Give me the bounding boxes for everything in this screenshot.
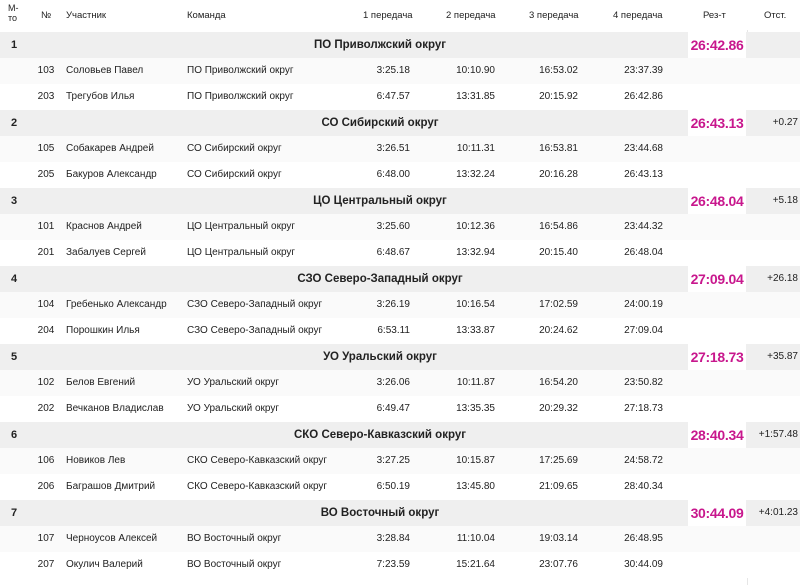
team-place: 3 — [11, 195, 18, 207]
header-team: Команда — [187, 10, 226, 21]
leg3-time: 21:09.65 — [539, 481, 578, 492]
team-name: СЗО Северо-Западный округ — [297, 273, 463, 285]
team-row — [0, 344, 800, 370]
leg2-time: 13:32.24 — [456, 169, 495, 180]
leg4-time: 23:37.39 — [624, 65, 663, 76]
team-place: 6 — [11, 429, 18, 441]
athlete-team: СО Сибирский округ — [187, 169, 282, 180]
athlete-team: ЦО Центральный округ — [187, 221, 296, 232]
leg2-time: 13:31.85 — [456, 91, 495, 102]
leg4-time: 23:44.68 — [624, 143, 663, 154]
leg3-time: 23:07.76 — [539, 559, 578, 570]
team-row — [0, 266, 800, 292]
leg2-time: 10:16.54 — [456, 299, 495, 310]
athlete-team: СЗО Северо-Западный округ — [187, 325, 323, 336]
leg2-time: 15:21.64 — [456, 559, 495, 570]
team-row — [0, 422, 800, 448]
athlete-team: ВО Восточный округ — [187, 533, 282, 544]
athlete-name: Вечканов Владислав — [66, 403, 164, 414]
header-result: Рез-т — [703, 10, 726, 21]
athlete-number: 202 — [37, 403, 55, 414]
team-row — [0, 188, 800, 214]
team-name: ВО Восточный округ — [320, 507, 440, 519]
leg3-time: 16:54.86 — [539, 221, 578, 232]
leg1-time: 6:47.57 — [376, 91, 410, 102]
athlete-name: Бакуров Александр — [66, 169, 157, 180]
athlete-name: Забалуев Сергей — [66, 247, 146, 258]
athlete-name: Порошкин Илья — [66, 325, 140, 336]
athlete-row — [0, 396, 800, 422]
athlete-name: Соловьев Павел — [66, 65, 144, 76]
team-place: 2 — [11, 117, 18, 129]
leg2-time: 13:45.80 — [456, 481, 495, 492]
athlete-row — [0, 240, 800, 266]
team-gap: +0.27 — [772, 117, 798, 128]
athlete-number: 102 — [37, 377, 55, 388]
leg2-time: 13:33.87 — [456, 325, 495, 336]
leg4-time: 24:58.72 — [624, 455, 663, 466]
leg1-time: 6:48.67 — [376, 247, 410, 258]
athlete-number: 101 — [37, 221, 55, 232]
athlete-number: 106 — [37, 455, 55, 466]
team-place: 5 — [11, 351, 18, 363]
team-name: СО Сибирский округ — [321, 117, 439, 129]
leg4-time: 26:42.86 — [624, 91, 663, 102]
team-result: 26:43.13 — [690, 115, 744, 131]
athlete-number: 204 — [37, 325, 55, 336]
team-row — [0, 110, 800, 136]
athlete-number: 103 — [37, 65, 55, 76]
athlete-name: Черноусов Алексей — [66, 533, 158, 544]
athlete-row — [0, 526, 800, 552]
leg4-time: 27:18.73 — [624, 403, 663, 414]
athlete-number: 206 — [37, 481, 55, 492]
leg4-time: 23:44.32 — [624, 221, 663, 232]
athlete-team: ПО Приволжский округ — [187, 91, 294, 102]
athlete-name: Гребенько Александр — [66, 299, 167, 310]
team-name: ЦО Центральный округ — [313, 195, 447, 207]
athlete-team: СКО Северо-Кавказский округ — [187, 481, 328, 492]
leg1-time: 3:26.06 — [376, 377, 410, 388]
athlete-number: 205 — [37, 169, 55, 180]
leg2-time: 10:15.87 — [456, 455, 495, 466]
leg1-time: 6:50.19 — [376, 481, 410, 492]
team-result: 26:42.86 — [690, 37, 744, 53]
leg2-time: 10:11.87 — [456, 377, 495, 388]
team-gap: +4:01.23 — [758, 507, 798, 518]
leg4-time: 26:48.04 — [624, 247, 663, 258]
leg1-time: 3:28.84 — [376, 533, 410, 544]
athlete-number: 203 — [37, 91, 55, 102]
leg2-time: 13:32.94 — [456, 247, 495, 258]
leg3-time: 16:53.02 — [539, 65, 578, 76]
leg4-time: 24:00.19 — [624, 299, 663, 310]
athlete-team: УО Уральский округ — [187, 403, 280, 414]
leg1-time: 6:49.47 — [376, 403, 410, 414]
leg4-time: 30:44.09 — [624, 559, 663, 570]
leg4-time: 28:40.34 — [624, 481, 663, 492]
athlete-row — [0, 162, 800, 188]
athlete-team: СКО Северо-Кавказский округ — [187, 455, 328, 466]
team-result: 27:09.04 — [690, 271, 744, 287]
athlete-name: Новиков Лев — [66, 455, 126, 466]
athlete-row — [0, 370, 800, 396]
team-place: 1 — [11, 39, 18, 51]
team-name: УО Уральский округ — [323, 351, 437, 363]
leg2-time: 10:11.31 — [456, 143, 495, 154]
leg3-time: 17:02.59 — [539, 299, 578, 310]
athlete-team: ЦО Центральный округ — [187, 247, 296, 258]
leg1-time: 7:23.59 — [376, 559, 410, 570]
leg3-time: 20:16.28 — [539, 169, 578, 180]
athlete-number: 201 — [37, 247, 55, 258]
leg4-time: 26:48.95 — [624, 533, 663, 544]
header-num: № — [41, 10, 52, 21]
leg3-time: 20:24.62 — [539, 325, 578, 336]
athlete-name: Краснов Андрей — [66, 221, 142, 232]
leg1-time: 3:27.25 — [376, 455, 410, 466]
athlete-number: 207 — [37, 559, 55, 570]
athlete-row — [0, 136, 800, 162]
leg3-time: 17:25.69 — [539, 455, 578, 466]
team-row — [0, 500, 800, 526]
header-athlete: Участник — [66, 10, 107, 21]
leg3-time: 20:15.40 — [539, 247, 578, 258]
team-gap: +35.87 — [767, 351, 798, 362]
leg3-time: 20:29.32 — [539, 403, 578, 414]
team-result: 27:18.73 — [690, 349, 744, 365]
leg2-time: 10:10.90 — [456, 65, 495, 76]
athlete-number: 105 — [37, 143, 55, 154]
team-gap: +26.18 — [767, 273, 798, 284]
athlete-name: Трегубов Илья — [66, 91, 135, 102]
leg3-time: 16:54.20 — [539, 377, 578, 388]
leg4-time: 23:50.82 — [624, 377, 663, 388]
team-place: 7 — [11, 507, 18, 519]
athlete-team: СЗО Северо-Западный округ — [187, 299, 323, 310]
athlete-team: СО Сибирский округ — [187, 143, 282, 154]
athlete-row — [0, 214, 800, 240]
leg1-time: 6:53.11 — [377, 325, 410, 336]
athlete-row — [0, 318, 800, 344]
leg2-time: 13:35.35 — [456, 403, 495, 414]
leg4-time: 26:43.13 — [624, 169, 663, 180]
athlete-name: Белов Евгений — [66, 377, 136, 388]
leg1-time: 3:26.19 — [376, 299, 410, 310]
header-leg1: 1 передача — [363, 10, 413, 21]
athlete-team: УО Уральский округ — [187, 377, 280, 388]
athlete-team: ПО Приволжский округ — [187, 65, 294, 76]
leg3-time: 20:15.92 — [539, 91, 578, 102]
leg1-time: 3:26.51 — [376, 143, 410, 154]
athlete-row — [0, 474, 800, 500]
leg2-time: 10:12.36 — [456, 221, 495, 232]
leg1-time: 3:25.18 — [376, 65, 410, 76]
table-header — [0, 0, 800, 30]
header-place: М-то — [8, 3, 19, 23]
header-leg4: 4 передача — [613, 10, 663, 21]
team-name: СКО Северо-Кавказский округ — [293, 429, 467, 441]
leg3-time: 19:03.14 — [539, 533, 578, 544]
athlete-name: Собакарев Андрей — [66, 143, 154, 154]
header-gap: Отст. — [764, 10, 787, 21]
athlete-row — [0, 448, 800, 474]
team-name: ПО Приволжский округ — [313, 39, 447, 51]
athlete-number: 104 — [37, 299, 55, 310]
athlete-row — [0, 552, 800, 578]
team-result: 26:48.04 — [690, 193, 744, 209]
leg2-time: 11:10.04 — [456, 533, 495, 544]
athlete-row — [0, 84, 800, 110]
header-leg2: 2 передача — [446, 10, 496, 21]
athlete-row — [0, 58, 800, 84]
athlete-name: Окулич Валерий — [66, 559, 143, 570]
leg1-time: 6:48.00 — [376, 169, 410, 180]
leg1-time: 3:25.60 — [376, 221, 410, 232]
team-place: 4 — [11, 273, 18, 285]
team-result: 28:40.34 — [690, 427, 744, 443]
athlete-team: ВО Восточный округ — [187, 559, 282, 570]
header-leg3: 3 передача — [529, 10, 579, 21]
leg4-time: 27:09.04 — [624, 325, 663, 336]
athlete-number: 107 — [37, 533, 55, 544]
leg3-time: 16:53.81 — [539, 143, 578, 154]
team-gap: +1:57.48 — [758, 429, 798, 440]
team-gap: +5.18 — [772, 195, 798, 206]
team-row — [0, 32, 800, 58]
athlete-name: Баграшов Дмитрий — [66, 481, 156, 492]
team-result: 30:44.09 — [690, 505, 744, 521]
athlete-row — [0, 292, 800, 318]
